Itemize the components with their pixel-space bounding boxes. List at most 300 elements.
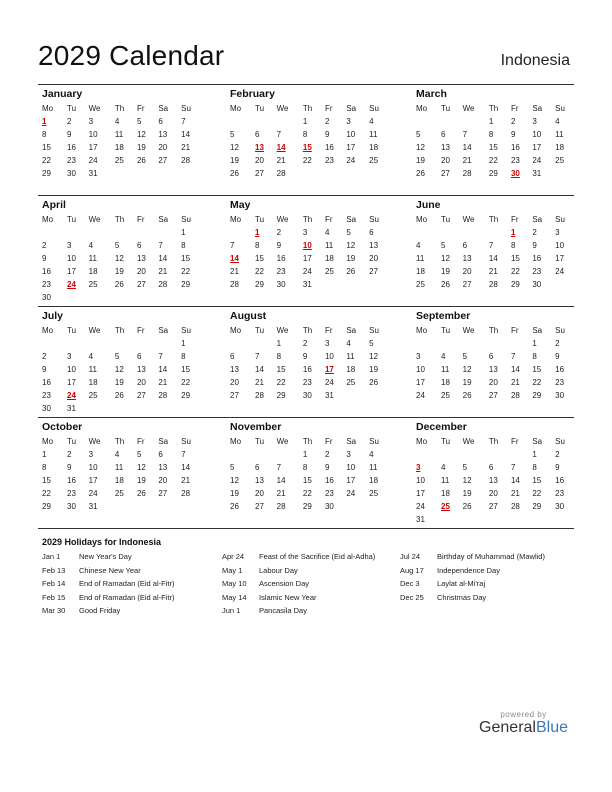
weekday-header: Fr <box>324 325 333 335</box>
weekday-header: Mo <box>416 325 428 335</box>
day-cell: 7 <box>158 352 163 361</box>
day-cell: 1 <box>42 450 47 459</box>
day-cell: 22 <box>42 156 51 165</box>
day-cell: 8 <box>42 130 47 139</box>
day-cell: 17 <box>416 378 425 387</box>
day-cell <box>459 115 485 128</box>
month-name: March <box>416 88 447 100</box>
day-cell: 19 <box>462 489 472 498</box>
weekday-header: Mo <box>230 325 242 335</box>
day-cell <box>133 167 154 180</box>
day-cell: 14 <box>488 254 498 263</box>
month-name: September <box>416 310 471 322</box>
holiday-date: Mar 30 <box>42 606 66 615</box>
holiday-entry <box>222 552 375 566</box>
day-cell: 6 <box>136 352 142 361</box>
day-cell <box>133 500 154 513</box>
day-cell <box>551 513 574 526</box>
holiday-entry <box>42 606 174 620</box>
day-cell: 23 <box>324 489 334 498</box>
day-cell: 29 <box>181 391 191 400</box>
week-row <box>38 226 200 239</box>
day-cell: 15 <box>532 476 542 485</box>
week-row <box>412 128 574 141</box>
day-cell <box>342 167 365 180</box>
day-cell: 6 <box>230 352 235 361</box>
day-cell <box>38 226 63 239</box>
week-row <box>38 500 200 513</box>
week-row <box>226 128 388 141</box>
day-cell <box>85 226 111 239</box>
day-cell: 18 <box>114 476 124 485</box>
day-cell: 15 <box>532 365 542 374</box>
holiday-date: Jan 1 <box>42 552 61 561</box>
day-cell: 20 <box>488 378 498 387</box>
day-cell <box>321 167 342 180</box>
day-cell: 29 <box>488 169 498 178</box>
day-cell: 26 <box>462 502 472 511</box>
day-cell: 10 <box>555 241 565 250</box>
month-april <box>38 198 202 304</box>
day-cell: 4 <box>416 241 421 250</box>
day-cell: 2 <box>276 228 282 237</box>
day-cell <box>485 448 507 461</box>
day-cell: 28 <box>510 391 520 400</box>
holiday-entry <box>400 552 545 566</box>
holiday-date: Dec 3 <box>400 579 420 588</box>
day-cell: 13 <box>158 130 168 139</box>
day-cell: 26 <box>346 267 356 276</box>
day-cell: 20 <box>230 378 239 387</box>
weekday-header: Tu <box>441 436 451 446</box>
weekday-header: Fr <box>324 103 333 113</box>
day-cell: 3 <box>346 117 351 126</box>
day-cell: 7 <box>181 117 186 126</box>
day-cell: 7 <box>510 352 516 361</box>
day-cell: 20 <box>136 378 146 387</box>
month-name: February <box>230 88 275 100</box>
weekday-header: Fr <box>136 436 145 446</box>
holiday-name: Islamic New Year <box>259 592 317 602</box>
weekday-header: Th <box>114 325 125 335</box>
day-cell: 14 <box>462 143 472 152</box>
week-row <box>38 291 200 304</box>
day-cell: 21 <box>158 267 168 276</box>
weekday-header: We <box>88 325 101 335</box>
day-cell <box>226 115 251 128</box>
holiday-entry <box>222 566 375 580</box>
day-cell: 16 <box>302 365 312 374</box>
day-cell: 4 <box>88 352 94 361</box>
week-row <box>412 363 574 376</box>
brand-general: General <box>479 719 536 736</box>
day-cell: 7 <box>158 241 163 250</box>
day-cell: 23 <box>42 280 51 289</box>
day-cell <box>342 500 365 513</box>
week-row <box>226 239 388 252</box>
weekday-header: Fr <box>136 325 145 335</box>
day-cell: 7 <box>276 130 282 139</box>
day-cell: 19 <box>136 476 146 485</box>
day-cell: 13 <box>136 254 146 263</box>
day-cell: 6 <box>158 117 163 126</box>
week-row <box>38 141 200 154</box>
week-row <box>226 461 388 474</box>
month-january <box>38 87 202 180</box>
day-cell: 28 <box>276 502 286 511</box>
brand-logo-text <box>479 719 568 737</box>
day-cell: 16 <box>276 254 286 263</box>
weekday-header: Th <box>488 436 499 446</box>
holiday-name: Birthday of Muhammad (Mawlid) <box>437 552 545 561</box>
day-cell <box>226 226 251 239</box>
weekday-header: Mo <box>230 103 242 113</box>
day-cell: 12 <box>230 143 239 152</box>
day-cell: 30 <box>532 280 542 289</box>
day-cell: 28 <box>488 280 498 289</box>
month-table <box>412 434 574 526</box>
weekday-header: Mo <box>416 103 428 113</box>
day-cell <box>133 291 154 304</box>
footer-branding <box>479 710 568 737</box>
day-cell: 25 <box>346 378 356 387</box>
day-cell: 5 <box>346 228 351 237</box>
holiday-name: Christmas Day <box>437 592 487 602</box>
day-cell: 1 <box>488 117 494 126</box>
day-cell: 12 <box>346 241 356 250</box>
day-cell <box>111 337 133 350</box>
week-row <box>226 337 388 350</box>
month-table <box>412 212 574 291</box>
holiday-name: Independence Day <box>437 565 500 575</box>
day-cell: 19 <box>416 156 425 165</box>
day-cell: 2 <box>302 339 308 348</box>
holiday-day-cell: 15 <box>302 143 312 152</box>
month-name: October <box>42 421 83 433</box>
day-cell: 29 <box>510 280 520 289</box>
holiday-day-cell: 17 <box>324 365 334 374</box>
holiday-date: May 1 <box>222 565 243 575</box>
weekday-header: Sa <box>532 103 543 113</box>
day-cell: 24 <box>346 156 356 165</box>
weekday-header: Mo <box>42 325 54 335</box>
day-cell: 23 <box>42 391 51 400</box>
day-cell: 13 <box>488 365 498 374</box>
day-cell: 11 <box>114 463 124 472</box>
day-cell: 5 <box>230 130 235 139</box>
week-row <box>412 239 574 252</box>
weekday-header: Sa <box>346 103 357 113</box>
weekday-header: Fr <box>510 103 519 113</box>
day-cell: 9 <box>67 130 72 139</box>
weekday-header: Sa <box>346 436 357 446</box>
week-row <box>226 226 388 239</box>
day-cell: 18 <box>369 476 379 485</box>
day-cell: 19 <box>462 378 472 387</box>
day-cell <box>365 278 388 291</box>
day-cell <box>437 513 459 526</box>
day-cell: 1 <box>302 450 308 459</box>
day-cell: 2 <box>532 228 537 237</box>
day-cell: 19 <box>114 378 124 387</box>
day-cell <box>273 448 299 461</box>
day-cell: 12 <box>462 476 472 485</box>
weekday-header: Th <box>114 103 125 113</box>
weekday-header: Th <box>302 103 313 113</box>
day-cell: 31 <box>324 391 334 400</box>
day-cell: 11 <box>88 365 97 374</box>
month-november <box>226 420 390 513</box>
day-cell: 14 <box>158 254 168 263</box>
day-cell: 29 <box>302 502 312 511</box>
day-cell <box>177 500 200 513</box>
month-table <box>226 434 388 513</box>
day-cell: 23 <box>67 156 76 165</box>
day-cell <box>412 226 437 239</box>
day-cell: 11 <box>416 254 425 263</box>
day-cell: 13 <box>230 365 239 374</box>
day-cell: 26 <box>230 169 239 178</box>
week-row <box>226 350 388 363</box>
week-row <box>226 474 388 487</box>
day-cell <box>459 513 485 526</box>
day-cell: 2 <box>42 241 47 250</box>
day-cell: 7 <box>462 130 468 139</box>
day-cell: 15 <box>510 254 520 263</box>
day-cell: 27 <box>462 280 472 289</box>
day-cell: 12 <box>136 130 146 139</box>
month-table <box>412 101 574 180</box>
day-cell: 8 <box>302 463 308 472</box>
day-cell <box>507 448 528 461</box>
day-cell: 14 <box>510 476 520 485</box>
day-cell: 17 <box>346 143 356 152</box>
day-cell: 3 <box>67 241 72 250</box>
day-cell: 1 <box>532 339 537 348</box>
weekday-header: Tu <box>67 436 77 446</box>
day-cell: 1 <box>532 450 537 459</box>
day-cell: 10 <box>346 463 356 472</box>
day-cell: 19 <box>136 143 146 152</box>
day-cell: 15 <box>276 365 286 374</box>
week-row <box>226 376 388 389</box>
day-cell <box>528 513 551 526</box>
holiday-entry <box>42 579 174 593</box>
holiday-name: Ascension Day <box>259 579 310 588</box>
weekday-header: We <box>276 325 289 335</box>
day-cell <box>85 402 111 415</box>
week-row <box>412 487 574 500</box>
day-cell: 20 <box>136 267 146 276</box>
weekday-header: Tu <box>255 214 265 224</box>
day-cell <box>459 337 485 350</box>
month-august <box>226 309 390 402</box>
day-cell: 29 <box>42 169 51 178</box>
day-cell: 28 <box>255 391 264 400</box>
holiday-date: Apr 24 <box>222 552 245 561</box>
week-row <box>38 128 200 141</box>
holiday-day-cell: 13 <box>255 143 264 152</box>
weekday-header: Mo <box>230 436 242 446</box>
day-cell: 25 <box>416 280 425 289</box>
week-row <box>38 167 200 180</box>
holiday-list-column-2 <box>222 552 375 620</box>
day-cell: 26 <box>416 169 425 178</box>
powered-by-text: powered by <box>500 710 547 719</box>
week-row <box>226 167 388 180</box>
day-cell: 3 <box>88 117 94 126</box>
day-cell: 16 <box>532 254 542 263</box>
day-cell: 23 <box>555 489 565 498</box>
week-row <box>412 252 574 265</box>
day-cell <box>154 337 177 350</box>
weekday-header: Sa <box>158 214 169 224</box>
day-cell <box>437 337 459 350</box>
day-cell: 9 <box>324 130 330 139</box>
week-row <box>412 500 574 513</box>
day-cell: 11 <box>369 130 378 139</box>
day-cell: 10 <box>532 130 542 139</box>
brand-blue: Blue <box>535 719 568 736</box>
week-row <box>412 389 574 402</box>
day-cell <box>111 500 133 513</box>
day-cell: 13 <box>369 241 379 250</box>
holiday-name: End of Ramadan (Eid al-Fitr) <box>79 592 175 602</box>
weekday-header: Fr <box>510 436 519 446</box>
day-cell: 28 <box>462 169 472 178</box>
week-row <box>38 278 200 291</box>
day-cell: 19 <box>230 156 239 165</box>
day-cell: 26 <box>114 280 124 289</box>
holiday-date: Aug 17 <box>400 565 424 575</box>
day-cell: 30 <box>42 293 51 302</box>
week-row <box>38 487 200 500</box>
day-cell <box>63 226 85 239</box>
day-cell: 10 <box>88 130 98 139</box>
day-cell: 21 <box>230 267 239 276</box>
day-cell <box>63 337 85 350</box>
day-cell: 17 <box>88 476 98 485</box>
day-cell: 14 <box>510 365 520 374</box>
week-row <box>38 265 200 278</box>
holiday-day-cell: 14 <box>230 254 239 263</box>
day-cell: 25 <box>88 391 98 400</box>
day-cell: 4 <box>88 241 94 250</box>
day-cell: 11 <box>555 130 564 139</box>
holiday-day-cell: 24 <box>67 391 76 400</box>
week-row <box>226 448 388 461</box>
day-cell: 15 <box>181 254 191 263</box>
weekday-header: Su <box>181 436 191 446</box>
weekday-header: Su <box>555 214 565 224</box>
holiday-list-column-1 <box>42 552 174 620</box>
day-cell: 2 <box>67 450 72 459</box>
month-december <box>412 420 576 526</box>
day-cell <box>412 448 437 461</box>
week-row <box>412 448 574 461</box>
month-september <box>412 309 576 402</box>
day-cell <box>177 291 200 304</box>
day-cell <box>459 448 485 461</box>
day-cell: 15 <box>302 476 312 485</box>
day-cell: 29 <box>255 280 264 289</box>
weekday-header: Fr <box>324 214 333 224</box>
day-cell: 23 <box>276 267 286 276</box>
day-cell: 27 <box>136 280 146 289</box>
day-cell: 26 <box>369 378 379 387</box>
day-cell <box>507 513 528 526</box>
day-cell: 1 <box>181 339 186 348</box>
day-cell: 22 <box>510 267 520 276</box>
day-cell: 13 <box>158 463 168 472</box>
day-cell: 8 <box>510 241 516 250</box>
day-cell: 22 <box>255 267 264 276</box>
day-cell: 16 <box>510 143 520 152</box>
week-row <box>412 115 574 128</box>
day-cell: 27 <box>441 169 450 178</box>
day-cell: 12 <box>441 254 450 263</box>
day-cell: 24 <box>88 489 98 498</box>
day-cell: 5 <box>114 241 120 250</box>
weekday-header: Mo <box>42 214 54 224</box>
day-cell: 23 <box>324 156 334 165</box>
day-cell <box>226 337 251 350</box>
weekday-header: Fr <box>324 436 333 446</box>
day-cell <box>485 337 507 350</box>
day-cell: 7 <box>230 241 235 250</box>
day-cell: 24 <box>416 391 425 400</box>
holiday-day-cell: 1 <box>42 117 47 126</box>
day-cell: 11 <box>441 476 450 485</box>
day-cell: 12 <box>416 143 425 152</box>
weekday-header: We <box>276 214 289 224</box>
day-cell: 20 <box>369 254 379 263</box>
day-cell: 29 <box>276 391 286 400</box>
week-row <box>412 278 574 291</box>
day-cell: 18 <box>416 267 425 276</box>
holiday-date: Jul 24 <box>400 552 421 561</box>
month-name: June <box>416 199 441 211</box>
day-cell: 31 <box>88 502 98 511</box>
day-cell: 6 <box>488 352 494 361</box>
weekday-header: Su <box>181 103 191 113</box>
day-cell: 5 <box>416 130 421 139</box>
weekday-header: Tu <box>255 325 265 335</box>
day-cell: 12 <box>114 254 124 263</box>
day-cell: 12 <box>230 476 239 485</box>
month-name: April <box>42 199 66 211</box>
day-cell: 25 <box>114 489 124 498</box>
day-cell: 24 <box>532 156 542 165</box>
day-cell: 18 <box>324 254 334 263</box>
day-cell <box>85 291 111 304</box>
day-cell: 14 <box>181 130 191 139</box>
day-cell <box>437 448 459 461</box>
day-cell: 14 <box>276 476 286 485</box>
day-cell: 17 <box>346 476 356 485</box>
day-cell: 8 <box>532 463 537 472</box>
day-cell: 21 <box>255 378 264 387</box>
day-cell: 10 <box>346 130 356 139</box>
day-cell: 4 <box>441 463 446 472</box>
week-row <box>38 376 200 389</box>
day-cell: 27 <box>230 391 239 400</box>
weekday-header: Th <box>302 436 313 446</box>
day-cell: 7 <box>488 241 494 250</box>
month-row-band <box>38 306 574 417</box>
day-cell: 18 <box>555 143 565 152</box>
weekday-header: Sa <box>346 325 357 335</box>
